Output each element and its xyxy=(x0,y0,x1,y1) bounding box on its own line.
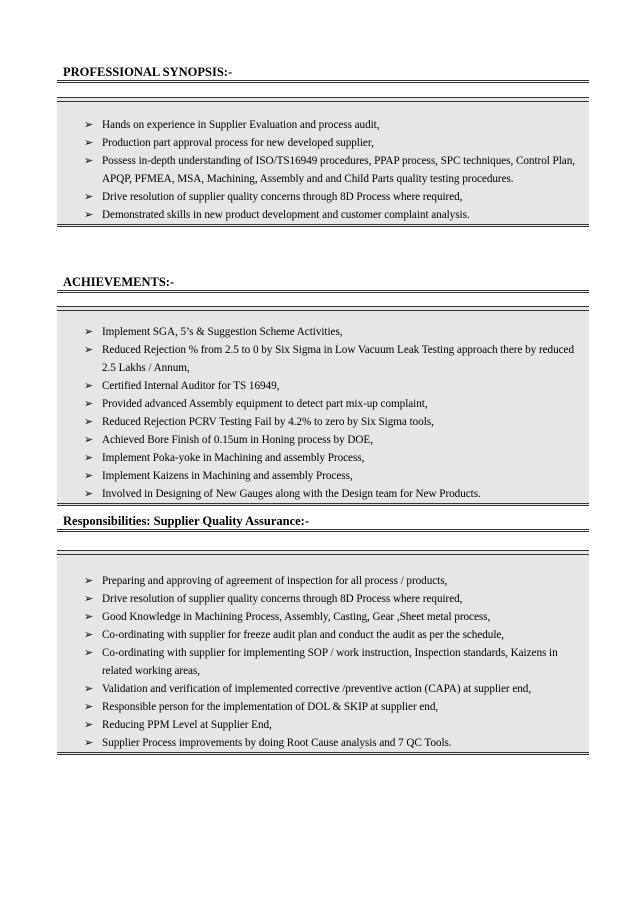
list-item-text: Achieved Bore Finish of 0.15um in Honing process by DOE, xyxy=(102,434,373,446)
achievements-list xyxy=(57,323,589,503)
list-item-text: Validation and verification of implemented corrective /preventive action (CAPA) at supplier end, xyxy=(102,683,532,695)
list-item xyxy=(57,431,589,449)
list-item xyxy=(57,590,589,608)
arrow-bullet-icon: ➢ xyxy=(84,592,94,605)
list-item-text: Drive resolution of supplier quality concerns through 8D Process where required, xyxy=(102,593,463,605)
arrow-bullet-icon: ➢ xyxy=(84,682,94,695)
responsibilities-box xyxy=(57,550,589,755)
arrow-bullet-icon: ➢ xyxy=(84,628,94,641)
synopsis-box xyxy=(57,97,589,227)
responsibilities-heading-rule xyxy=(57,529,589,532)
list-item xyxy=(57,485,589,503)
arrow-bullet-icon: ➢ xyxy=(84,118,94,131)
responsibilities-heading: Responsibilities: Supplier Quality Assurance:- xyxy=(63,514,309,528)
list-item xyxy=(57,116,589,134)
list-item-text: Reduced Rejection PCRV Testing Fail by 4.2% to zero by Six Sigma tools, xyxy=(102,416,434,428)
list-item-text: Possess in-depth understanding of ISO/TS16949 procedures, PPAP process, SPC techniques, Control Plan, APQP, PFMEA, MSA, Machining, Assembly and and Child Parts quality testing procedures. xyxy=(102,155,575,185)
list-item xyxy=(57,572,589,590)
list-item-text: Preparing and approving of agreement of inspection for all process / products, xyxy=(102,575,448,587)
arrow-bullet-icon: ➢ xyxy=(84,451,94,464)
arrow-bullet-icon: ➢ xyxy=(84,208,94,221)
list-item xyxy=(57,377,589,395)
list-item xyxy=(57,644,589,680)
list-item xyxy=(57,698,589,716)
arrow-bullet-icon: ➢ xyxy=(84,610,94,623)
list-item-text: Implement SGA, 5’s & Suggestion Scheme Activities, xyxy=(102,326,343,338)
arrow-bullet-icon: ➢ xyxy=(84,487,94,500)
list-item-text: Good Knowledge in Machining Process, Assembly, Casting, Gear ,Sheet metal process, xyxy=(102,611,491,623)
arrow-bullet-icon: ➢ xyxy=(84,646,94,659)
list-item-text: Drive resolution of supplier quality concerns through 8D Process where required, xyxy=(102,191,463,203)
list-item-text: Reducing PPM Level at Supplier End, xyxy=(102,719,272,731)
list-item xyxy=(57,323,589,341)
arrow-bullet-icon: ➢ xyxy=(84,325,94,338)
list-item-text: Production part approval process for new developed supplier, xyxy=(102,137,374,149)
list-item xyxy=(57,680,589,698)
arrow-bullet-icon: ➢ xyxy=(84,190,94,203)
arrow-bullet-icon: ➢ xyxy=(84,574,94,587)
synopsis-section xyxy=(57,64,589,83)
arrow-bullet-icon: ➢ xyxy=(84,415,94,428)
arrow-bullet-icon: ➢ xyxy=(84,718,94,731)
list-item xyxy=(57,134,589,152)
list-item xyxy=(57,413,589,431)
arrow-bullet-icon: ➢ xyxy=(84,469,94,482)
responsibilities-list xyxy=(57,572,589,752)
arrow-bullet-icon: ➢ xyxy=(84,397,94,410)
arrow-bullet-icon: ➢ xyxy=(84,700,94,713)
list-item xyxy=(57,395,589,413)
list-item xyxy=(57,341,589,377)
list-item-text: Co-ordinating with supplier for implementing SOP / work instruction, Inspection standards, Kaizens in related working areas, xyxy=(102,647,558,677)
list-item-text: Provided advanced Assembly equipment to detect part mix-up complaint, xyxy=(102,398,428,410)
list-item xyxy=(57,188,589,206)
list-item-text: Certified Internal Auditor for TS 16949, xyxy=(102,380,280,392)
achievements-heading: ACHIEVEMENTS:- xyxy=(63,275,175,289)
list-item xyxy=(57,206,589,224)
arrow-bullet-icon: ➢ xyxy=(84,433,94,446)
list-item-text: Co-ordinating with supplier for freeze audit plan and conduct the audit as per the schedule, xyxy=(102,629,505,641)
list-item xyxy=(57,626,589,644)
list-item xyxy=(57,152,589,188)
list-item-text: Supplier Process improvements by doing Root Cause analysis and 7 QC Tools. xyxy=(102,737,452,749)
achievements-box xyxy=(57,306,589,506)
synopsis-list xyxy=(57,116,589,224)
list-item xyxy=(57,467,589,485)
arrow-bullet-icon: ➢ xyxy=(84,379,94,392)
synopsis-heading-rule xyxy=(57,80,589,83)
achievements-section xyxy=(57,274,589,293)
list-item-text: Hands on experience in Supplier Evaluation and process audit, xyxy=(102,119,380,131)
list-item xyxy=(57,716,589,734)
list-item xyxy=(57,734,589,752)
list-item-text: Involved in Designing of New Gauges along with the Design team for New Products. xyxy=(102,488,481,500)
achievements-heading-rule xyxy=(57,290,589,293)
responsibilities-section xyxy=(57,513,589,532)
list-item-text: Demonstrated skills in new product development and customer complaint analysis. xyxy=(102,209,470,221)
list-item-text: Implement Poka-yoke in Machining and assembly Process, xyxy=(102,452,365,464)
arrow-bullet-icon: ➢ xyxy=(84,154,94,167)
list-item xyxy=(57,608,589,626)
arrow-bullet-icon: ➢ xyxy=(84,736,94,749)
list-item-text: Responsible person for the implementation of DOL & SKIP at supplier end, xyxy=(102,701,439,713)
synopsis-heading: PROFESSIONAL SYNOPSIS:- xyxy=(63,65,233,79)
list-item-text: Implement Kaizens in Machining and assembly Process, xyxy=(102,470,353,482)
list-item-text: Reduced Rejection % from 2.5 to 0 by Six Sigma in Low Vacuum Leak Testing approach there by reduced 2.5 Lakhs / Annum, xyxy=(102,344,574,374)
arrow-bullet-icon: ➢ xyxy=(84,136,94,149)
arrow-bullet-icon: ➢ xyxy=(84,343,94,356)
list-item xyxy=(57,449,589,467)
